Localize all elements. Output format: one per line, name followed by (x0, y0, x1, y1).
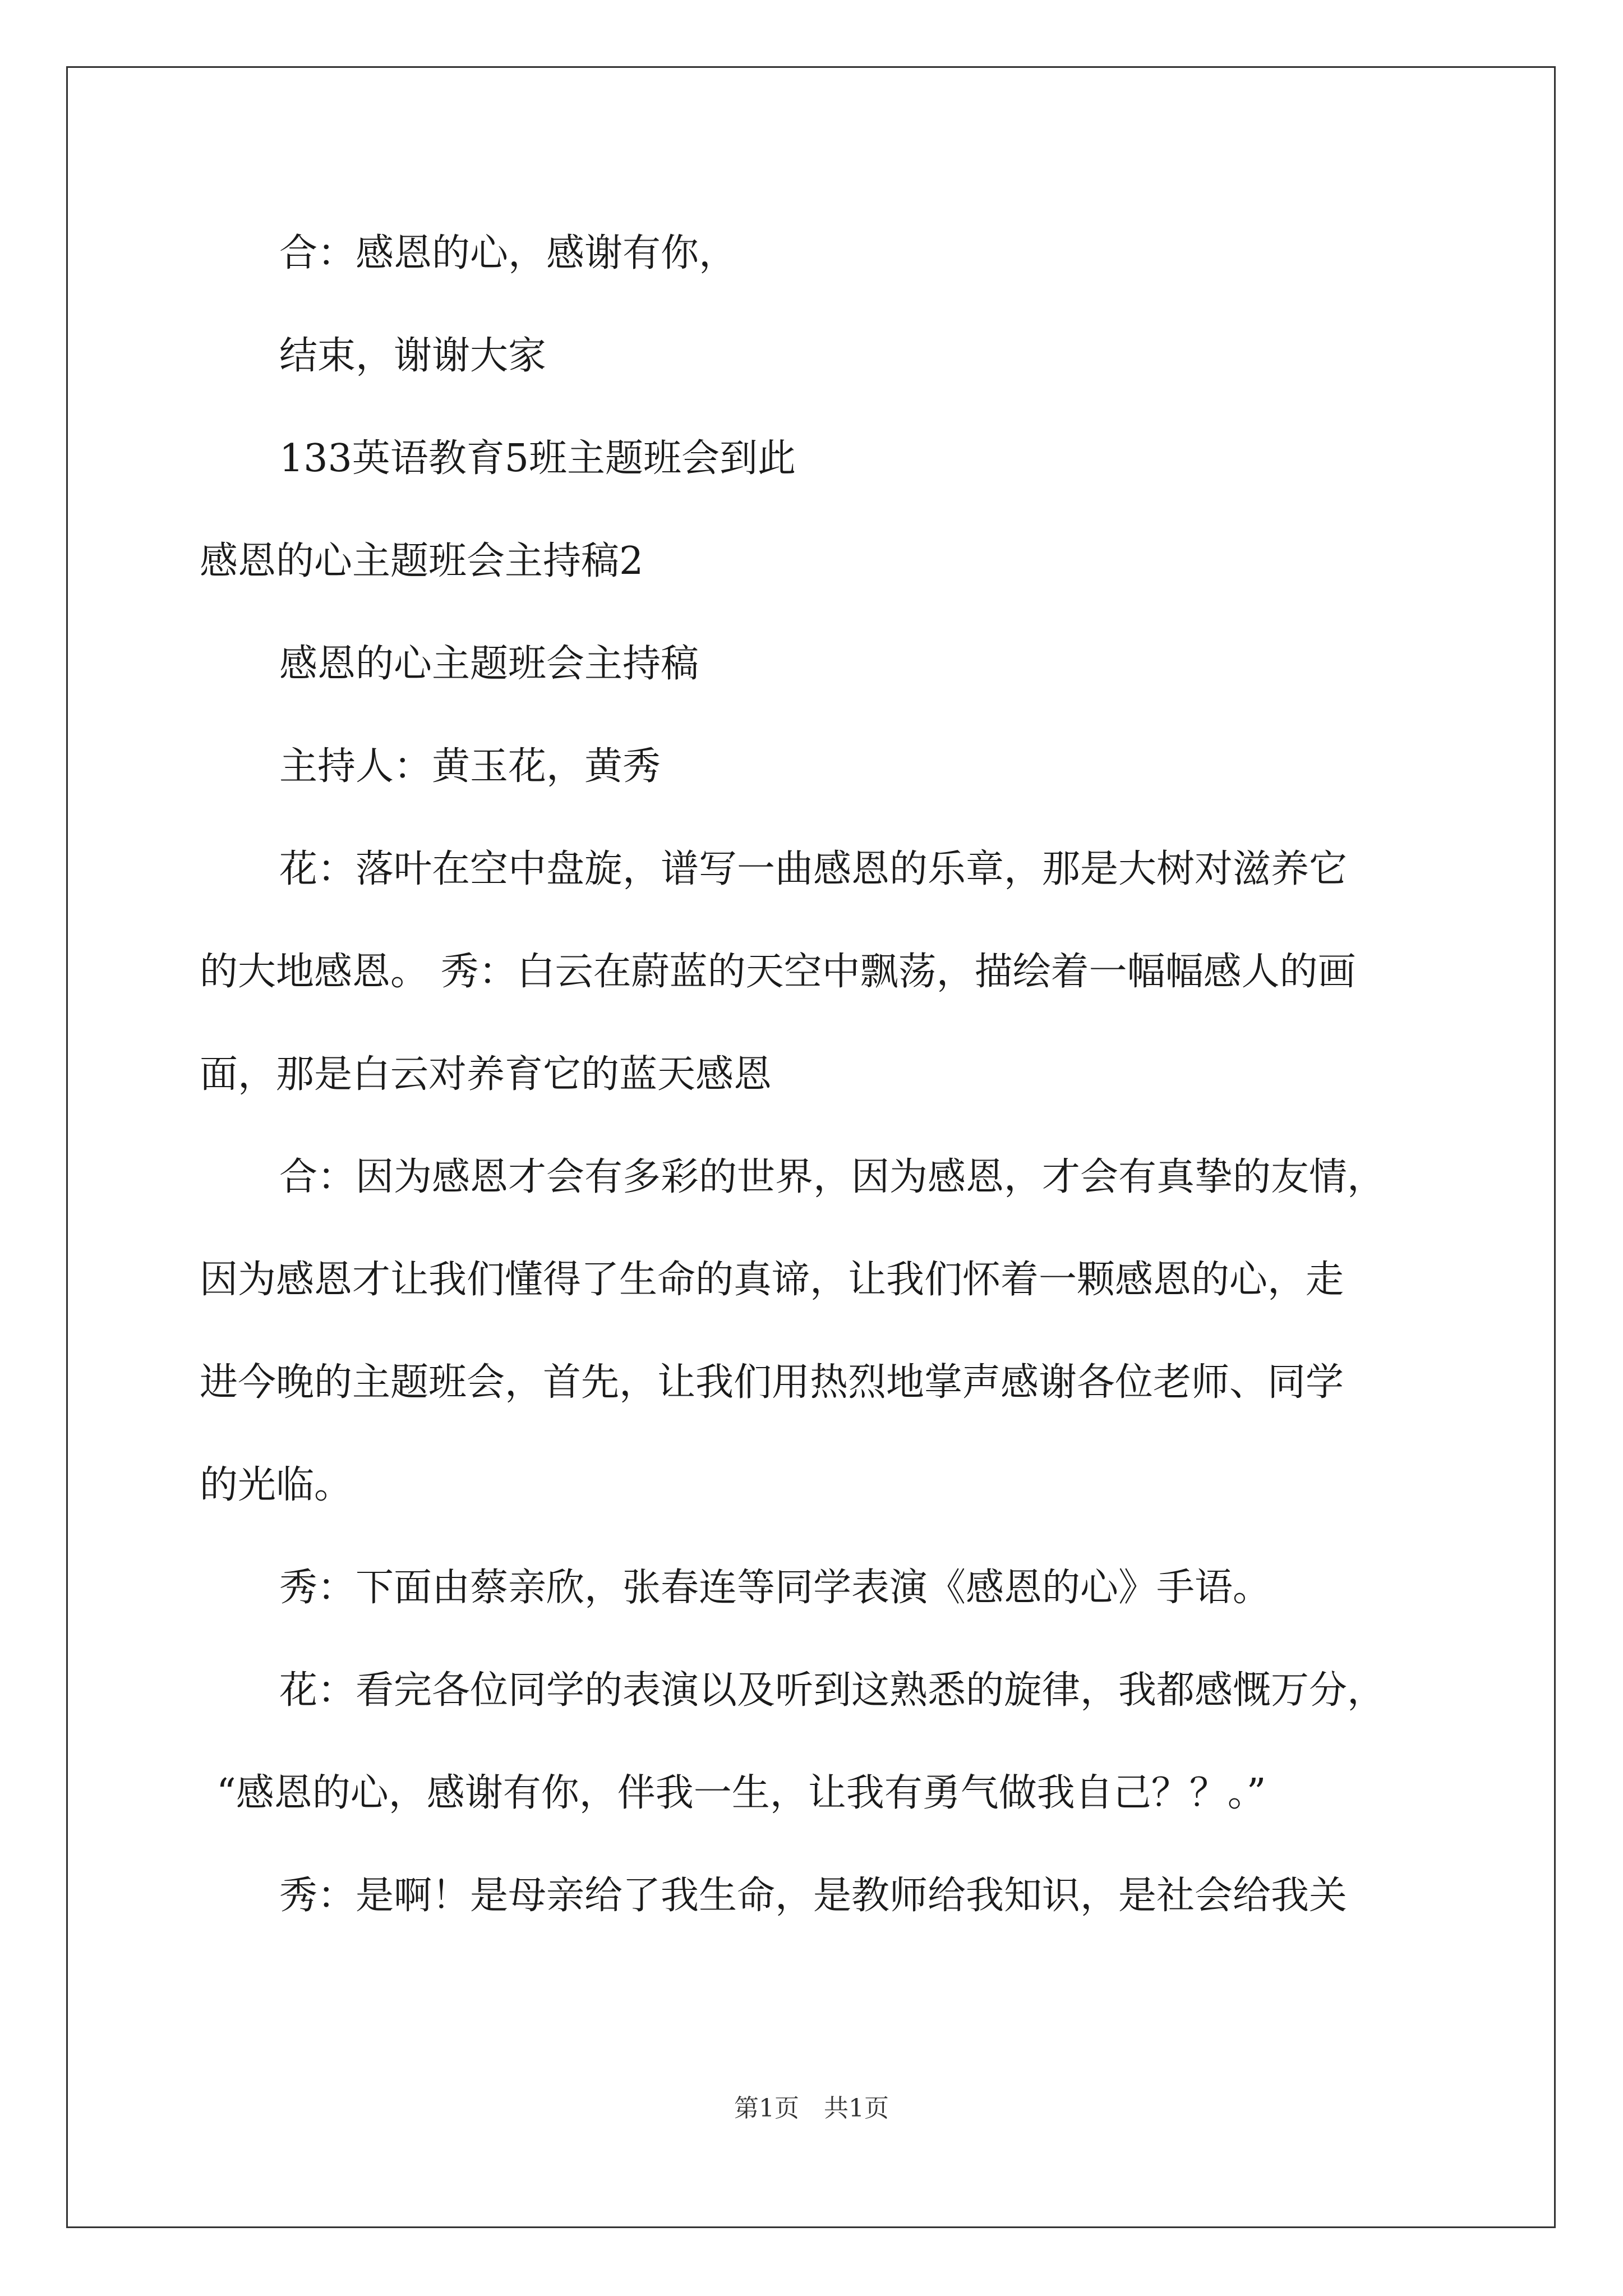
paragraph (200, 1126, 1428, 1536)
section-heading (200, 510, 1428, 613)
text-line: 结束，谢谢大家 (279, 334, 547, 378)
text-line: 主持人：黄玉花，黄秀 (279, 744, 661, 789)
text-line: 花：落叶在空中盘旋，谱写一曲感恩的乐章，那是大树对滋养它 (279, 847, 1348, 891)
paragraph (200, 715, 1428, 818)
paragraph (200, 613, 1428, 715)
text-line: 133英语教育5班主题班会到此 (279, 436, 796, 481)
page-number-footer: 第1页 共1页 (734, 2094, 889, 2123)
text-line: 感恩的心主题班会主持稿 (279, 642, 699, 686)
paragraph (200, 305, 1428, 407)
paragraph (200, 1639, 1428, 1844)
text-line: 的光临。 (200, 1463, 353, 1507)
paragraph (200, 818, 1428, 1126)
document-body (200, 202, 1428, 1947)
text-line: 秀：下面由蔡亲欣，张春连等同学表演《感恩的心》手语。 (279, 1566, 1271, 1610)
text-line: 合：因为感恩才会有多彩的世界，因为感恩，才会有真挚的友情， (279, 1155, 1386, 1199)
paragraph (200, 202, 1428, 305)
paragraph (200, 1844, 1428, 1947)
text-line: 的大地感恩。 秀：白云在蔚蓝的天空中飘荡，描绘着一幅幅感人的画 (200, 950, 1356, 994)
text-line: 进今晚的主题班会，首先，让我们用热烈地掌声感谢各位老师、同学 (200, 1360, 1344, 1405)
paragraph (200, 1536, 1428, 1639)
text-line: 因为感恩才让我们懂得了生命的真谛，让我们怀着一颗感恩的心，走 (200, 1258, 1344, 1302)
paragraph (200, 407, 1428, 510)
text-line: 面，那是白云对养育它的蓝天感恩 (200, 1052, 772, 1097)
text-line: 花：看完各位同学的表演以及听到这熟悉的旋律，我都感慨万分， (279, 1668, 1386, 1713)
text-line: 秀：是啊！是母亲给了我生命，是教师给我知识，是社会给我关 (279, 1874, 1348, 1918)
text-line: 感恩的心主题班会主持稿2 (200, 539, 644, 583)
text-line: 合：感恩的心，感谢有你， (279, 231, 737, 275)
text-line: “感恩的心，感谢有你，伴我一生，让我有勇气做我自己？？。” (216, 1771, 1266, 1815)
